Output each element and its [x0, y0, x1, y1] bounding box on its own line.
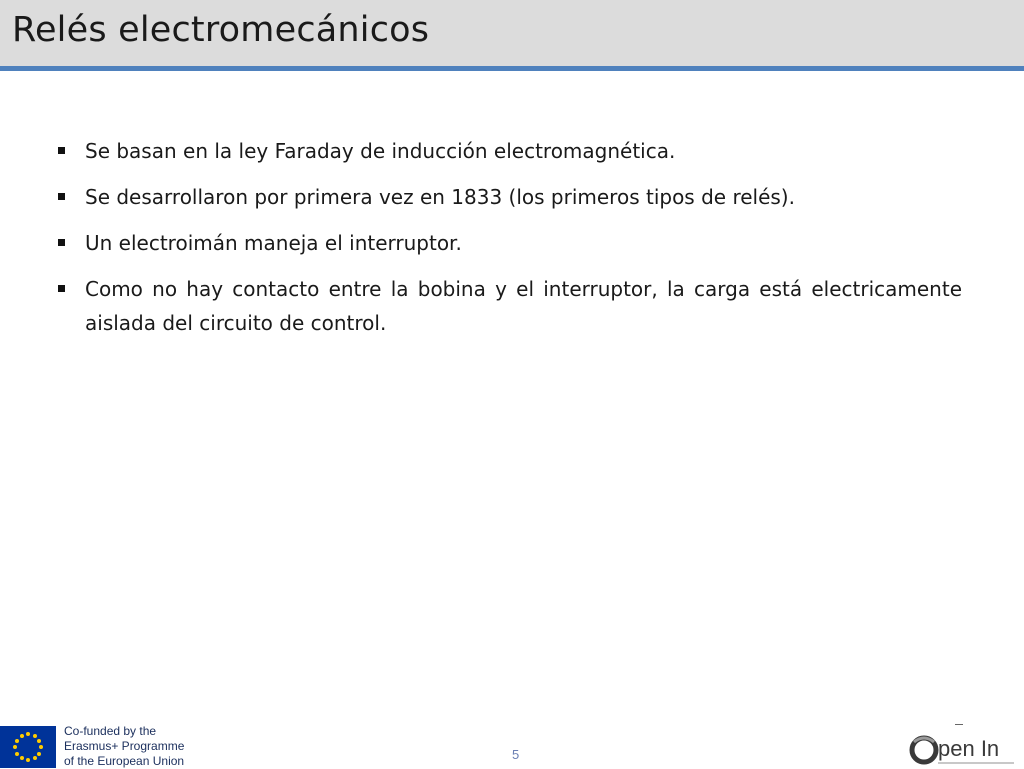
cofunded-line: Erasmus+ Programme [64, 739, 185, 753]
open-in-logo-icon [908, 720, 1018, 768]
eu-star-icon [37, 739, 41, 743]
cofunded-text [64, 724, 214, 769]
bullet-list [56, 134, 962, 352]
bullet-text: Se basan en la ley Faraday de inducción electromagnética. [85, 139, 676, 163]
square-bullet-icon [58, 147, 65, 154]
bullet-text: Se desarrollaron por primera vez en 1833 (los primeros tipos de relés). [85, 185, 795, 209]
title-bar [0, 0, 1024, 66]
eu-star-icon [20, 756, 24, 760]
eu-star-icon [13, 745, 17, 749]
eu-star-icon [26, 758, 30, 762]
bullet-item [56, 134, 962, 168]
square-bullet-icon [58, 193, 65, 200]
eu-star-icon [39, 745, 43, 749]
cofunded-line: of the European Union [64, 754, 185, 768]
eu-star-icon [26, 732, 30, 736]
cofunded-line: Co-funded by the [64, 724, 157, 738]
title-underline [0, 66, 1024, 71]
bullet-item [56, 272, 962, 340]
bullet-text: Como no hay contacto entre la bobina y el interruptor, la carga está electricamente aislada del circuito de control. [85, 277, 962, 335]
square-bullet-icon [58, 285, 65, 292]
eu-flag-icon [0, 726, 56, 768]
eu-star-icon [20, 734, 24, 738]
bullet-item [56, 180, 962, 214]
logo-text: pen In [938, 736, 1000, 761]
bullet-text: Un electroimán maneja el interruptor. [85, 231, 462, 255]
eu-star-icon [33, 734, 37, 738]
eu-star-icon [15, 739, 19, 743]
bullet-item [56, 226, 962, 260]
eu-star-icon [37, 752, 41, 756]
eu-star-icon [15, 752, 19, 756]
slide-title: Relés electromecánicos [12, 10, 430, 50]
eu-star-icon [33, 756, 37, 760]
page-number: 5 [512, 747, 520, 762]
square-bullet-icon [58, 239, 65, 246]
